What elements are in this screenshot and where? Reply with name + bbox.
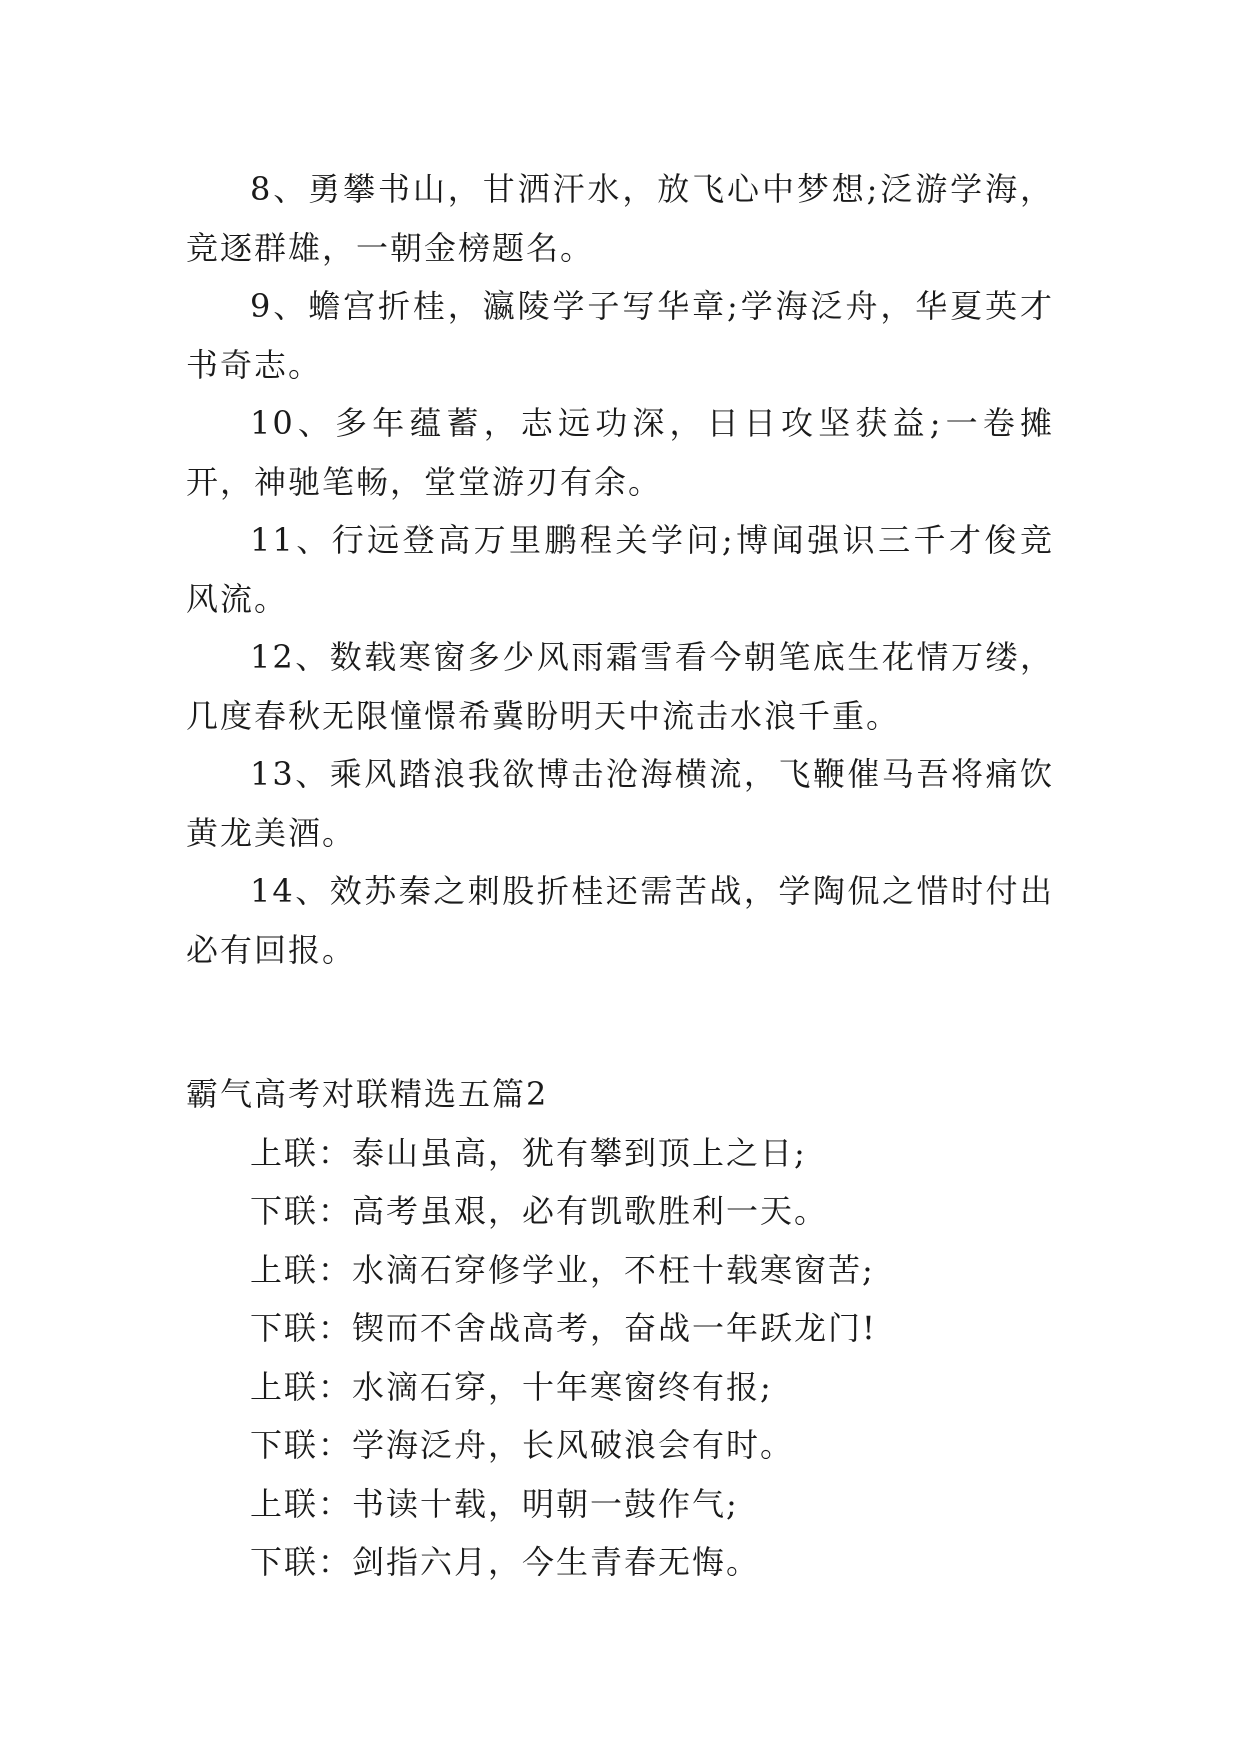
couplet-line: 上联：水滴石穿，十年寒窗终有报; <box>250 1367 773 1406</box>
couplet-line: 上联：水滴石穿修学业，不枉十载寒窗苦; <box>250 1250 875 1289</box>
paragraph-14: 14、效苏秦之刺股折桂还需苦战，学陶侃之惜时付出必有回报。 <box>186 872 1054 969</box>
couplet-line: 上联：泰山虽高，犹有攀到顶上之日; <box>250 1133 807 1172</box>
paragraph-11: 11、行远登高万里鹏程关学问;博闻强识三千才俊竞风流。 <box>186 521 1054 618</box>
couplet-line: 下联：学海泛舟，长风破浪会有时。 <box>250 1426 795 1464</box>
paragraph-10: 10、多年蕴蓄，志远功深，日日攻坚获益;一卷摊开，神驰笔畅，堂堂游刃有余。 <box>186 404 1054 501</box>
couplet-line: 下联：高考虽艰，必有凯歌胜利一天。 <box>250 1192 829 1230</box>
couplet-line: 下联：剑指六月，今生青春无悔。 <box>250 1543 761 1581</box>
document-page <box>186 160 1054 1592</box>
couplet-line: 上联：书读十载，明朝一鼓作气; <box>250 1484 739 1523</box>
paragraph-12: 12、数载寒窗多少风雨霜雪看今朝笔底生花情万缕，几度春秋无限憧憬希冀盼明天中流击水浪千重。 <box>186 638 1054 735</box>
paragraph-8: 8、勇攀书山，甘洒汗水，放飞心中梦想;泛游学海，竞逐群雄，一朝金榜题名。 <box>186 170 1054 267</box>
paragraph-13: 13、乘风踏浪我欲博击沧海横流，飞鞭催马吾将痛饮黄龙美酒。 <box>186 755 1054 852</box>
paragraph-9: 9、蟾宫折桂，瀛陵学子写华章;学海泛舟，华夏英才书奇志。 <box>186 287 1054 384</box>
couplet-line: 下联：锲而不舍战高考，奋战一年跃龙门! <box>250 1309 877 1347</box>
section-heading: 霸气高考对联精选五篇2 <box>186 1075 549 1113</box>
